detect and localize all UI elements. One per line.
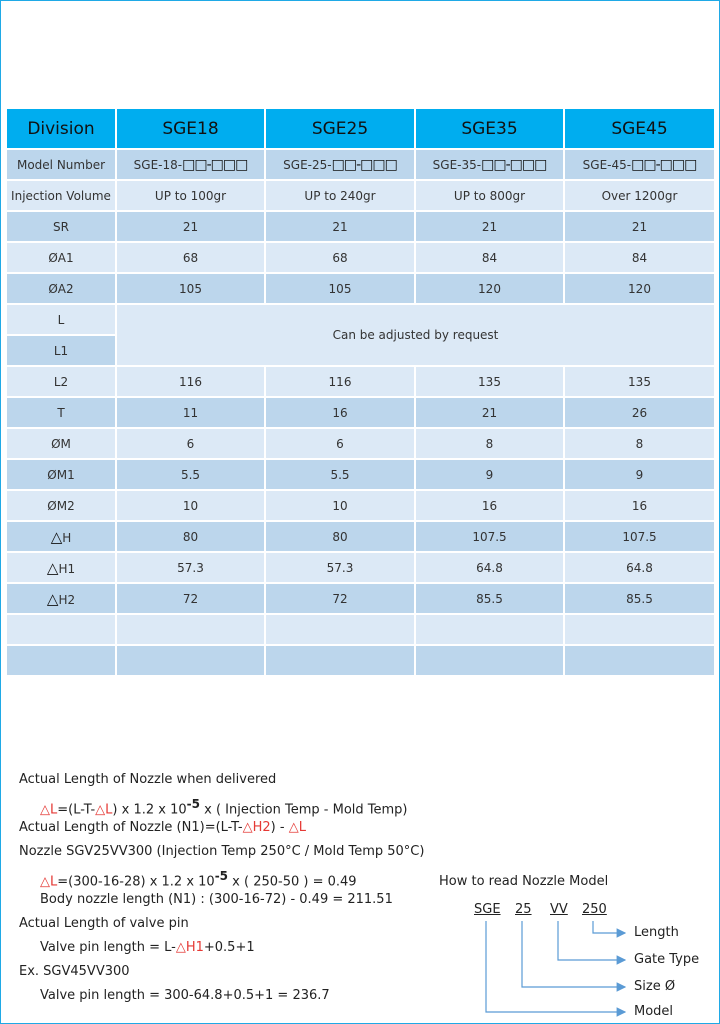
table-cell: 11 — [116, 397, 265, 428]
table-row-injection-volume — [6, 180, 715, 211]
note-line: △L=(300-16-28) x 1.2 x $10^{-5}$ x ( 250-50 ) = 0.49 — [40, 869, 357, 890]
row-label: Model Number — [6, 149, 116, 180]
table-cell: 84 — [415, 242, 564, 273]
triangle-icon: △ — [95, 802, 106, 818]
table-cell: 6 — [116, 428, 265, 459]
table-cell: 105 — [116, 273, 265, 304]
row-label: T — [6, 397, 116, 428]
table-cell: 21 — [415, 211, 564, 242]
table-cell: 85.5 — [564, 583, 715, 614]
table-cell: 8 — [564, 428, 715, 459]
triangle-icon: △ — [46, 558, 59, 577]
table-cell: 105 — [265, 273, 415, 304]
table-cell — [265, 645, 415, 676]
label-gate-type: Gate Type — [634, 952, 700, 967]
table-row-a2 — [6, 273, 715, 304]
table-cell — [116, 614, 265, 645]
table-row-h2 — [6, 583, 715, 614]
table-cell: 68 — [265, 242, 415, 273]
table-row-m — [6, 428, 715, 459]
table-row-sr — [6, 211, 715, 242]
triangle-icon: △ — [40, 802, 50, 818]
table-cell — [6, 614, 116, 645]
note-line: Body nozzle length (N1) : (300-16-72) - 0.49 = 211.51 — [40, 892, 393, 907]
table-cell: 16 — [564, 490, 715, 521]
triangle-icon: △ — [50, 527, 63, 546]
table-row-empty — [6, 614, 715, 645]
row-label: L1 — [6, 335, 116, 366]
table-cell: 120 — [564, 273, 715, 304]
table-cell: 8 — [415, 428, 564, 459]
row-label: ØM2 — [6, 490, 116, 521]
table-row-l2 — [6, 366, 715, 397]
table-row-h — [6, 521, 715, 552]
note-line: Actual Length of Nozzle when delivered — [19, 772, 277, 787]
table-cell: 57.3 — [265, 552, 415, 583]
table-row-l — [6, 304, 715, 335]
table-header-row — [6, 108, 715, 149]
label-model: Model — [634, 1004, 674, 1019]
table-cell: Over 1200gr — [564, 180, 715, 211]
triangle-icon: △ — [46, 589, 59, 608]
row-label: △H — [6, 521, 116, 552]
table-cell: 21 — [564, 211, 715, 242]
table-cell: 64.8 — [415, 552, 564, 583]
table-cell: 135 — [564, 366, 715, 397]
row-label: ØM1 — [6, 459, 116, 490]
table-cell: SGE-25-□□-□□□ — [265, 149, 415, 180]
table-cell: 116 — [116, 366, 265, 397]
note-line: Actual Length of valve pin — [19, 916, 189, 931]
triangle-icon: △ — [175, 940, 186, 955]
table-row-empty — [6, 645, 715, 676]
table-cell: 72 — [116, 583, 265, 614]
header-sge25: SGE25 — [265, 108, 415, 149]
table-cell: SGE-35-□□-□□□ — [415, 149, 564, 180]
table-cell: 21 — [415, 397, 564, 428]
row-label: ØA1 — [6, 242, 116, 273]
note-line: Valve pin length = L-△H1+0.5+1 — [40, 940, 255, 955]
table-row-t — [6, 397, 715, 428]
table-cell — [116, 645, 265, 676]
table-cell — [564, 614, 715, 645]
table-cell: SGE-45-□□-□□□ — [564, 149, 715, 180]
code-part-gate: VV — [550, 902, 568, 917]
note-line: Actual Length of Nozzle (N1)=(L-T-△H2) - △L — [19, 820, 306, 835]
label-size: Size Ø — [634, 979, 676, 994]
table-cell: 84 — [564, 242, 715, 273]
spec-table — [5, 107, 716, 677]
triangle-icon: △ — [242, 820, 253, 835]
placeholder-boxes: □□-□□□ — [481, 156, 547, 173]
table-cell: 10 — [265, 490, 415, 521]
label-length: Length — [634, 925, 679, 940]
table-cell: 26 — [564, 397, 715, 428]
row-label: SR — [6, 211, 116, 242]
row-label: △H1 — [6, 552, 116, 583]
table-cell: 9 — [415, 459, 564, 490]
table-cell: 68 — [116, 242, 265, 273]
table-cell: 57.3 — [116, 552, 265, 583]
row-label: ØA2 — [6, 273, 116, 304]
row-label: Injection Volume — [6, 180, 116, 211]
row-label: L — [6, 304, 116, 335]
table-cell: 80 — [116, 521, 265, 552]
header-sge35: SGE35 — [415, 108, 564, 149]
note-line: Nozzle SGV25VV300 (Injection Temp 250°C / Mold Temp 50°C) — [19, 844, 425, 859]
row-label: ØM — [6, 428, 116, 459]
code-part-model: SGE — [474, 902, 501, 917]
table-cell: 72 — [265, 583, 415, 614]
table-row-m1 — [6, 459, 715, 490]
table-cell: 9 — [564, 459, 715, 490]
table-cell: 64.8 — [564, 552, 715, 583]
formula-notes — [19, 770, 439, 1010]
row-label: △H2 — [6, 583, 116, 614]
table-row-h1 — [6, 552, 715, 583]
placeholder-boxes: □□-□□□ — [631, 156, 697, 173]
table-cell: 10 — [116, 490, 265, 521]
table-cell: 21 — [265, 211, 415, 242]
table-row-m2 — [6, 490, 715, 521]
table-cell — [6, 645, 116, 676]
table-cell: 107.5 — [415, 521, 564, 552]
placeholder-boxes: □□-□□□ — [331, 156, 397, 173]
row-label: L2 — [6, 366, 116, 397]
table-cell: UP to 240gr — [265, 180, 415, 211]
header-sge18: SGE18 — [116, 108, 265, 149]
table-cell: 85.5 — [415, 583, 564, 614]
note-line: Ex. SGV45VV300 — [19, 964, 130, 979]
table-cell — [564, 645, 715, 676]
table-cell: 16 — [265, 397, 415, 428]
table-cell: 5.5 — [265, 459, 415, 490]
note-line: △L=(L-T-△L) x 1.2 x $10^{-5}$ x ( Injection Temp - Mold Temp) — [40, 797, 408, 818]
table-cell: 135 — [415, 366, 564, 397]
code-part-length: 250 — [582, 902, 607, 917]
table-cell: SGE-18-□□-□□□ — [116, 149, 265, 180]
header-division: Division — [6, 108, 116, 149]
header-sge45: SGE45 — [564, 108, 715, 149]
table-cell: UP to 800gr — [415, 180, 564, 211]
code-part-size: 25 — [515, 902, 532, 917]
table-cell — [265, 614, 415, 645]
table-cell: 107.5 — [564, 521, 715, 552]
table-row-a1 — [6, 242, 715, 273]
table-cell — [415, 614, 564, 645]
table-cell: 16 — [415, 490, 564, 521]
table-cell: 80 — [265, 521, 415, 552]
adjust-note-cell: Can be adjusted by request — [116, 304, 715, 366]
table-cell — [415, 645, 564, 676]
triangle-icon: △ — [40, 874, 50, 890]
placeholder-boxes: □□-□□□ — [182, 156, 248, 173]
table-cell: UP to 100gr — [116, 180, 265, 211]
table-cell: 6 — [265, 428, 415, 459]
table-cell: 5.5 — [116, 459, 265, 490]
triangle-icon: △ — [288, 820, 299, 835]
table-row-model-number — [6, 149, 715, 180]
howto-title: How to read Nozzle Model — [439, 874, 609, 889]
table-cell: 120 — [415, 273, 564, 304]
table-cell: 21 — [116, 211, 265, 242]
note-line: Valve pin length = 300-64.8+0.5+1 = 236.7 — [40, 988, 330, 1003]
table-cell: 116 — [265, 366, 415, 397]
